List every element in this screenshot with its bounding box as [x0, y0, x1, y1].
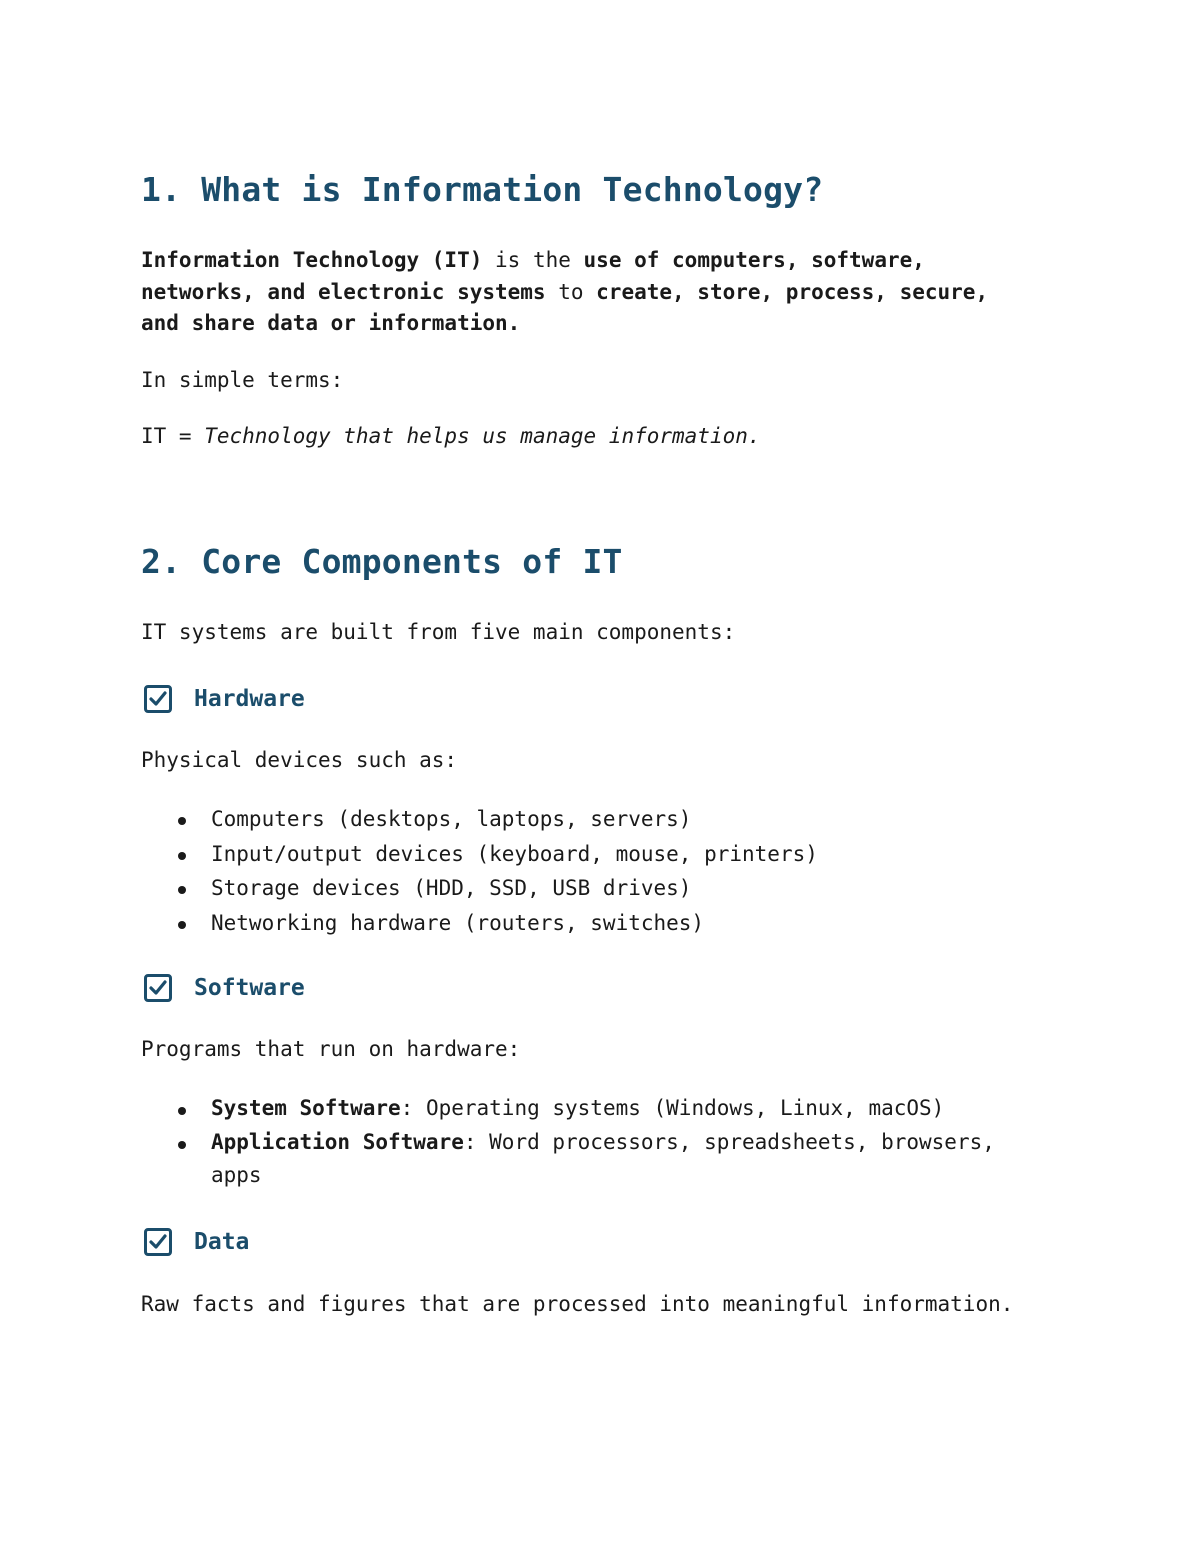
- list-item: [176, 837, 1036, 872]
- checked-box-icon: [144, 1228, 172, 1256]
- list-item-text: Computers (desktops, laptops, servers): [211, 807, 692, 831]
- it-label: IT =: [141, 424, 205, 448]
- it-meaning-line: [141, 421, 1041, 453]
- list-item-text: : Word processors, spreadsheets, browsers, apps: [211, 1129, 995, 1187]
- bullet-icon: [178, 852, 186, 860]
- definition-part: networks, and electronic systems: [141, 279, 546, 304]
- it-meaning: Technology that helps us manage information.: [204, 424, 761, 448]
- simple-terms-label: In simple terms:: [141, 368, 344, 392]
- hardware-intro: Physical devices such as:: [141, 748, 458, 772]
- list-item: [176, 1092, 1036, 1126]
- software-list: [176, 1092, 1036, 1193]
- definition-part: to: [545, 279, 597, 304]
- checked-box-icon: [144, 685, 172, 713]
- data-description: Raw facts and figures that are processed into meaningful information.: [141, 1292, 1014, 1316]
- list-item-text: : Operating systems (Windows, Linux, macOS): [400, 1096, 945, 1120]
- section-1-title: 1. What is Information Technology?: [141, 170, 824, 209]
- list-item: [176, 906, 1036, 941]
- list-item-text: Storage devices (HDD, SSD, USB drives): [211, 876, 692, 900]
- bullet-icon: [178, 886, 186, 894]
- software-heading: [141, 970, 305, 1006]
- definition-part: and share data or information.: [141, 311, 521, 335]
- definition-part: Information Technology (IT): [141, 248, 483, 272]
- definition-part: create, store, process, secure,: [596, 279, 989, 304]
- software-heading-label: Software: [194, 975, 305, 1001]
- list-item: [176, 802, 1036, 837]
- list-item-text: Networking hardware (routers, switches): [211, 910, 705, 935]
- list-item-term: Application Software: [211, 1129, 464, 1154]
- list-item-term: System Software: [211, 1096, 401, 1120]
- hardware-list: [176, 802, 1036, 940]
- list-item-text: Input/output devices (keyboard, mouse, printers): [211, 841, 818, 866]
- data-heading: [141, 1224, 249, 1260]
- list-item: [176, 1126, 1031, 1193]
- checked-box-icon: [144, 974, 172, 1002]
- list-item: [176, 871, 1036, 906]
- bullet-icon: [178, 1141, 186, 1149]
- section-2-title: 2. Core Components of IT: [141, 542, 623, 581]
- definition-part: use of computers, software,: [583, 248, 925, 272]
- hardware-heading: [141, 681, 305, 717]
- bullet-icon: [178, 1107, 186, 1115]
- software-intro: Programs that run on hardware:: [141, 1037, 521, 1061]
- bullet-icon: [178, 921, 186, 929]
- bullet-icon: [178, 817, 186, 825]
- definition-part: is the: [482, 248, 584, 272]
- hardware-heading-label: Hardware: [194, 686, 305, 712]
- data-heading-label: Data: [194, 1229, 250, 1255]
- components-intro: IT systems are built from five main components:: [141, 620, 736, 644]
- it-definition: [141, 245, 1041, 340]
